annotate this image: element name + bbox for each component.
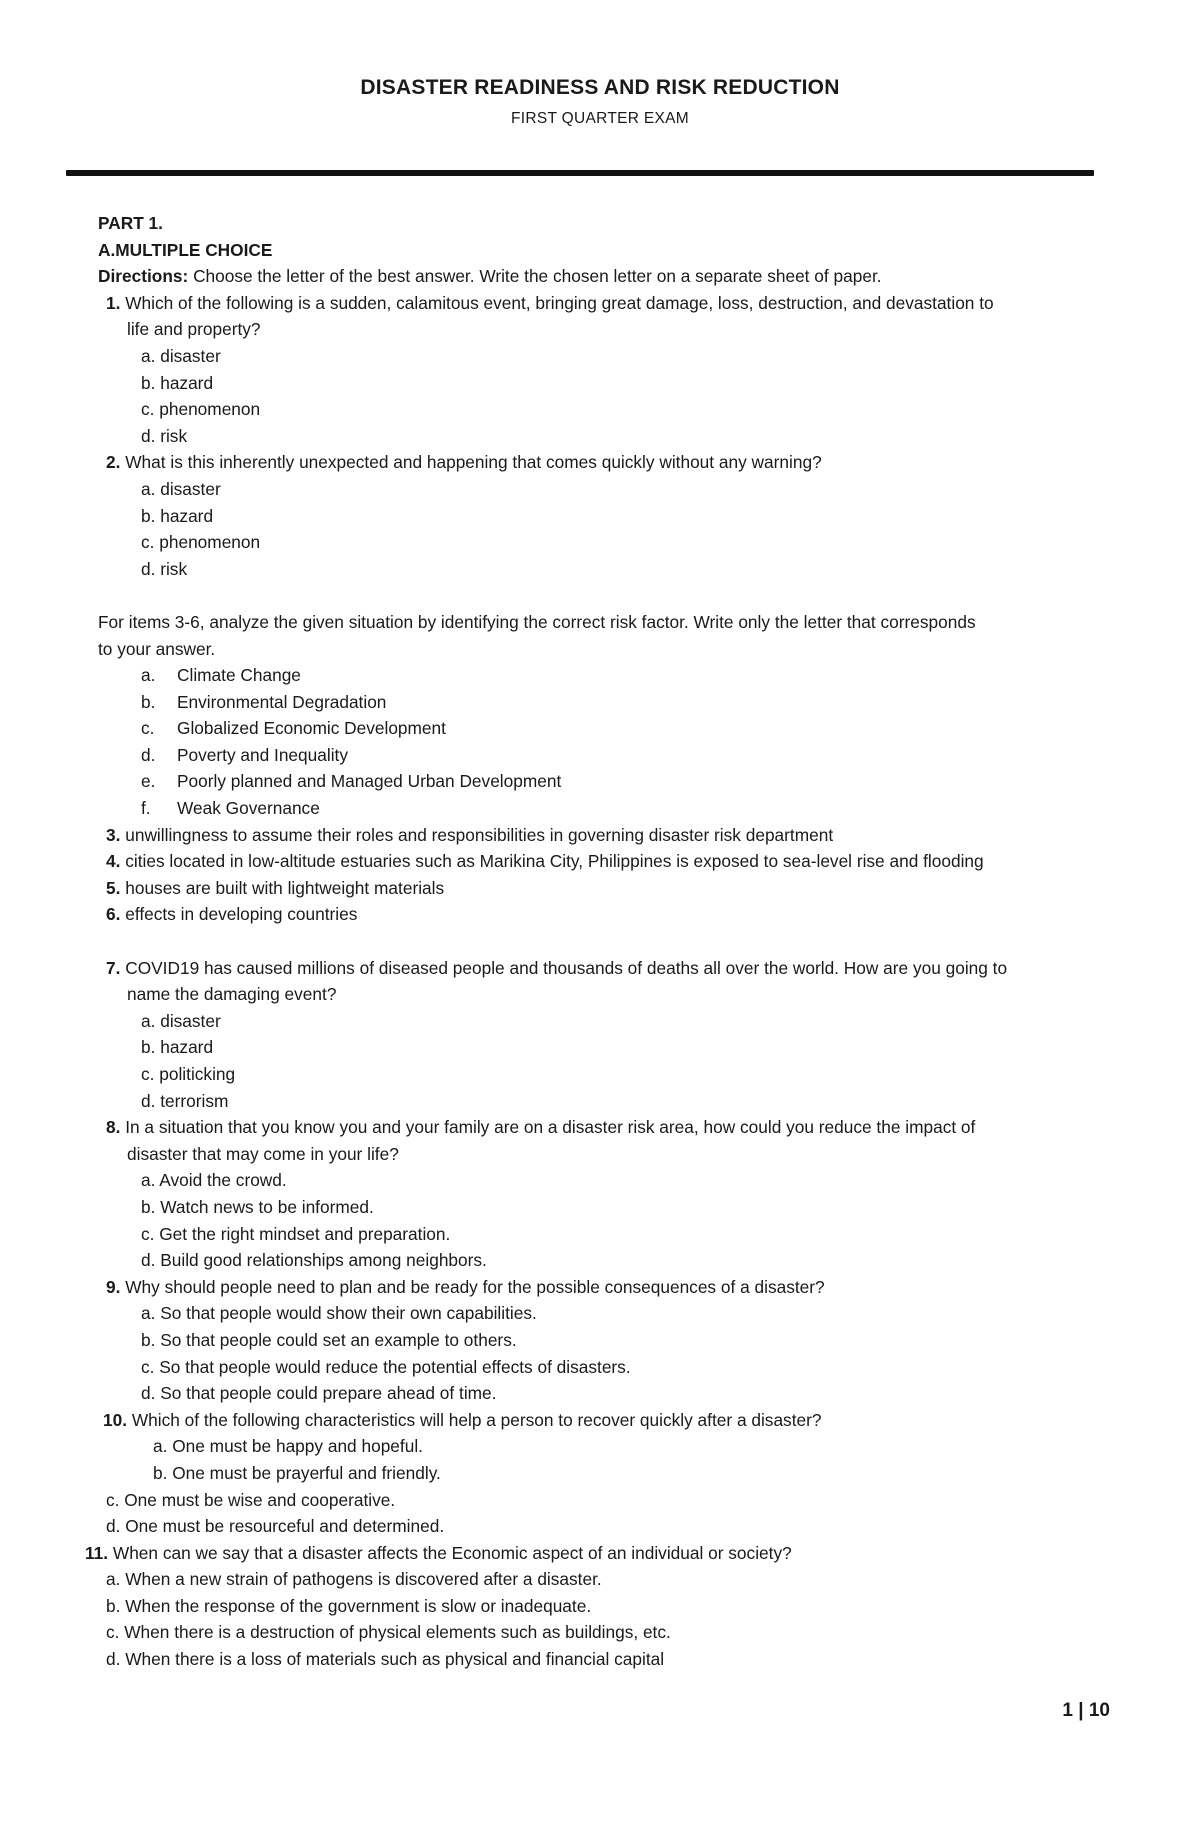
option: c. One must be wise and cooperative. [106, 1489, 396, 1510]
option: c. phenomenon [141, 532, 261, 553]
choice-text: Poverty and Inequality [177, 744, 348, 765]
question-text: When can we say that a disaster affects the Economic aspect of an individual or society? [108, 1542, 792, 1563]
question-5 [98, 875, 1128, 902]
choice-letter: d. [141, 744, 156, 765]
option: b. So that people could set an example to others. [141, 1329, 517, 1350]
option: c. Get the right mindset and preparation. [141, 1223, 451, 1244]
option: d. risk [141, 558, 188, 579]
question-8-continued: disaster that may come in your life? [127, 1143, 399, 1164]
option: c. So that people would reduce the potential effects of disasters. [141, 1356, 631, 1377]
option: c. phenomenon [141, 399, 261, 420]
choice-letter: a. [141, 665, 156, 686]
question-number: 2. [106, 452, 121, 473]
question-number: 6. [106, 904, 121, 925]
question-text: Which of the following is a sudden, calamitous event, bringing great damage, loss, destruction, and devastation to [120, 292, 994, 313]
items-3-6-instructions: For items 3-6, analyze the given situation by identifying the correct risk factor. Write only the letter that corresponds [98, 611, 976, 632]
question-text: In a situation that you know you and your family are on a disaster risk area, how could you reduce the impact of [120, 1117, 976, 1138]
option: a. When a new strain of pathogens is discovered after a disaster. [106, 1569, 602, 1590]
option: d. risk [141, 425, 188, 446]
question-10 [98, 1407, 1128, 1434]
choice-letter: f. [141, 798, 151, 819]
choice-text: Weak Governance [177, 798, 320, 819]
question-number: 7. [106, 957, 121, 978]
option: a. So that people would show their own capabilities. [141, 1303, 537, 1324]
question-text: COVID19 has caused millions of diseased people and thousands of deaths all over the world. How are you going to [120, 957, 1008, 978]
question-7 [98, 955, 1128, 982]
option: d. So that people could prepare ahead of time. [141, 1383, 497, 1404]
document-title: DISASTER READINESS AND RISK REDUCTION [360, 76, 840, 99]
risk-factor-choice [98, 689, 1128, 716]
question-number: 4. [106, 851, 121, 872]
question-number: 10. [103, 1409, 128, 1430]
choice-letter: c. [141, 718, 155, 739]
option: b. hazard [141, 505, 214, 526]
option: b. When the response of the government is slow or inadequate. [106, 1595, 592, 1616]
document-subtitle: FIRST QUARTER EXAM [511, 110, 689, 127]
option: a. disaster [141, 1010, 221, 1031]
risk-factor-choice [98, 795, 1128, 822]
question-number: 9. [106, 1276, 121, 1297]
question-7-continued: name the damaging event? [127, 984, 337, 1005]
question-number: 5. [106, 877, 121, 898]
question-8 [98, 1114, 1128, 1141]
risk-factor-choice [98, 662, 1128, 689]
question-number: 1. [106, 292, 121, 313]
risk-factor-choice [98, 768, 1128, 795]
part-heading: PART 1. [98, 213, 163, 233]
risk-factor-choice [98, 742, 1128, 769]
question-6 [98, 901, 1128, 928]
question-2 [98, 449, 1128, 476]
question-text: houses are built with lightweight materials [120, 877, 445, 898]
option: b. Watch news to be informed. [141, 1196, 374, 1217]
question-number: 3. [106, 824, 121, 845]
question-number: 8. [106, 1117, 121, 1138]
choice-text: Climate Change [177, 665, 301, 686]
choice-letter: b. [141, 691, 156, 712]
option: d. One must be resourceful and determined. [106, 1516, 445, 1537]
exam-content [85, 210, 1128, 1673]
question-9 [98, 1274, 1128, 1301]
items-3-6-instructions-continued: to your answer. [98, 638, 216, 659]
option: d. terrorism [141, 1090, 229, 1111]
spacer [98, 928, 1128, 955]
option: d. Build good relationships among neighbors. [141, 1250, 487, 1271]
option: d. When there is a loss of materials such as physical and financial capital [106, 1649, 665, 1670]
question-text: Which of the following characteristics will help a person to recover quickly after a disaster? [127, 1409, 822, 1430]
header-divider [66, 170, 1094, 176]
question-4 [98, 848, 1128, 875]
section-heading: A.MULTIPLE CHOICE [98, 239, 273, 260]
choice-text: Poorly planned and Managed Urban Development [177, 771, 562, 792]
question-11 [85, 1540, 1128, 1567]
risk-factor-choice [98, 715, 1128, 742]
option: a. disaster [141, 478, 221, 499]
option: c. politicking [141, 1064, 236, 1084]
directions-label: Directions: [98, 266, 189, 287]
question-text: What is this inherently unexpected and happening that comes quickly without any warning? [120, 452, 822, 473]
question-text: cities located in low-altitude estuaries such as Marikina City, Philippines is exposed to sea-level rise and flooding [120, 851, 984, 872]
option: b. hazard [141, 372, 214, 393]
option: a. Avoid the crowd. [141, 1170, 287, 1191]
option: b. hazard [141, 1037, 214, 1058]
option: a. disaster [141, 345, 221, 366]
question-text: effects in developing countries [120, 904, 358, 925]
question-text: Why should people need to plan and be ready for the possible consequences of a disaster? [120, 1276, 825, 1297]
directions [98, 263, 1128, 290]
page-number: 1 | 10 [1062, 1700, 1110, 1721]
spacer [98, 582, 1128, 609]
question-3 [98, 822, 1128, 849]
question-number: 11. [85, 1542, 109, 1563]
question-1-continued: life and property? [127, 319, 261, 340]
option: a. One must be happy and hopeful. [153, 1436, 423, 1457]
directions-text: Choose the letter of the best answer. Write the chosen letter on a separate sheet of paper. [188, 266, 882, 287]
option: b. One must be prayerful and friendly. [153, 1462, 441, 1483]
choice-text: Globalized Economic Development [177, 718, 446, 739]
question-text: unwillingness to assume their roles and responsibilities in governing disaster risk department [120, 824, 834, 845]
choice-letter: e. [141, 771, 156, 792]
choice-text: Environmental Degradation [177, 691, 387, 712]
option: c. When there is a destruction of physical elements such as buildings, etc. [106, 1622, 671, 1643]
question-1 [98, 290, 1128, 317]
